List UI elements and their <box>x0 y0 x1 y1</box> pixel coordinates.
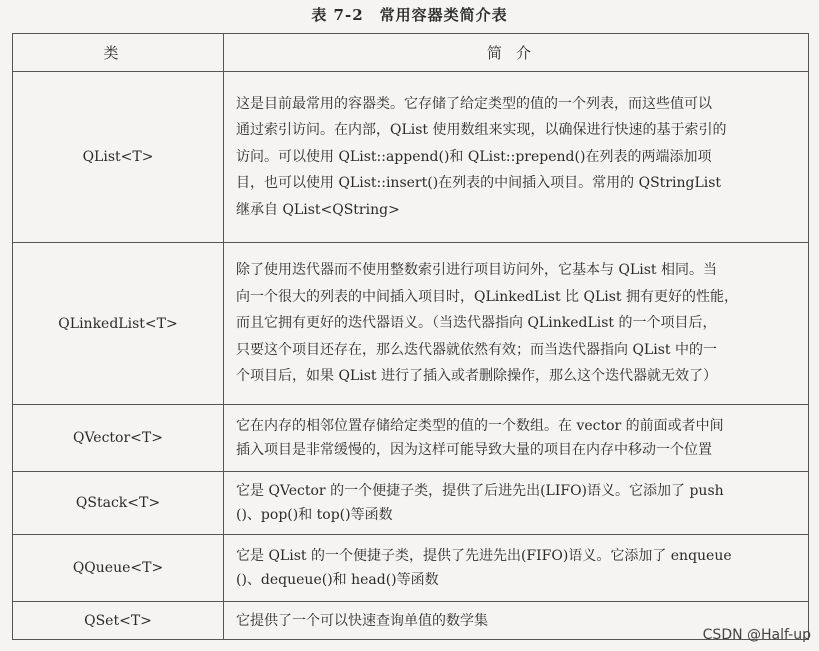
description-line: 向一个很大的列表的中间插入项目时，QLinkedList 比 QList 拥有更好的性能， <box>236 288 738 305</box>
description-line: ()、dequeue()和 head()等函数 <box>236 572 439 588</box>
watermark: CSDN @Half-up <box>702 627 811 643</box>
description-line: 个项目后，如果 QList 进行了插入或者删除操作，那么这个迭代器就无效了） <box>236 368 717 385</box>
container-class-table <box>12 33 809 640</box>
description-line: 而且它拥有更好的迭代器语义。（当迭代器指向 QLinkedList 的一个项目后， <box>236 315 717 332</box>
description-line: 它提供了一个可以快速查询单值的数学集 <box>236 612 488 629</box>
class-description <box>224 535 809 602</box>
description-line: 通过索引访问。在内部，QList 使用数组来实现，以确保进行快速的基于索引的 <box>236 122 727 139</box>
description-line: ()、pop()和 top()等函数 <box>236 507 393 523</box>
description-line: 访问。可以使用 QList::append()和 QList::prepend()在列表的两端添加项 <box>236 148 712 165</box>
description-line: 目，也可以使用 QList::insert()在列表的中间插入项目。常用的 QStringList <box>236 175 722 192</box>
table-row <box>13 535 809 602</box>
table-caption: 表 7-2 常用容器类简介表 <box>311 6 508 24</box>
description-line: 只要这个项目还存在，那么迭代器就依然有效；而当迭代器指向 QList 中的一 <box>236 341 717 358</box>
description-line: 这是目前最常用的容器类。它存储了给定类型的值的一个列表，而这些值可以 <box>236 95 712 112</box>
class-name: QSet<T> <box>13 602 224 640</box>
class-name: QLinkedList<T> <box>13 243 224 405</box>
description-line: 它是 QVector 的一个便捷子类，提供了后进先出(LIFO)语义。它添加了 push <box>236 483 724 499</box>
class-description <box>224 243 809 405</box>
table-row <box>13 243 809 405</box>
class-name: QStack<T> <box>13 472 224 535</box>
table-row <box>13 72 809 243</box>
description-line: 插入项目是非常缓慢的，因为这样可能导致大量的项目在内存中移动一个位置 <box>236 442 712 458</box>
description-line: 它是 QList 的一个便捷子类，提供了先进先出(FIFO)语义。它添加了 enqueue <box>236 548 732 564</box>
class-name: QVector<T> <box>13 405 224 472</box>
description-line: 继承自 QList<QString> <box>236 201 400 218</box>
table-row <box>13 405 809 472</box>
description-line: 它在内存的相邻位置存储给定类型的值的一个数组。在 vector 的前面或者中间 <box>236 418 724 434</box>
header-description: 简介 <box>224 34 809 72</box>
class-description <box>224 72 809 243</box>
table-row <box>13 472 809 535</box>
class-description <box>224 472 809 535</box>
class-name: QList<T> <box>13 72 224 243</box>
table-row <box>13 602 809 640</box>
header-row <box>13 34 809 72</box>
class-description <box>224 405 809 472</box>
class-name: QQueue<T> <box>13 535 224 602</box>
description-line: 除了使用迭代器而不使用整数索引进行项目访问外，它基本与 QList 相同。当 <box>236 262 717 279</box>
header-class: 类 <box>13 34 224 72</box>
